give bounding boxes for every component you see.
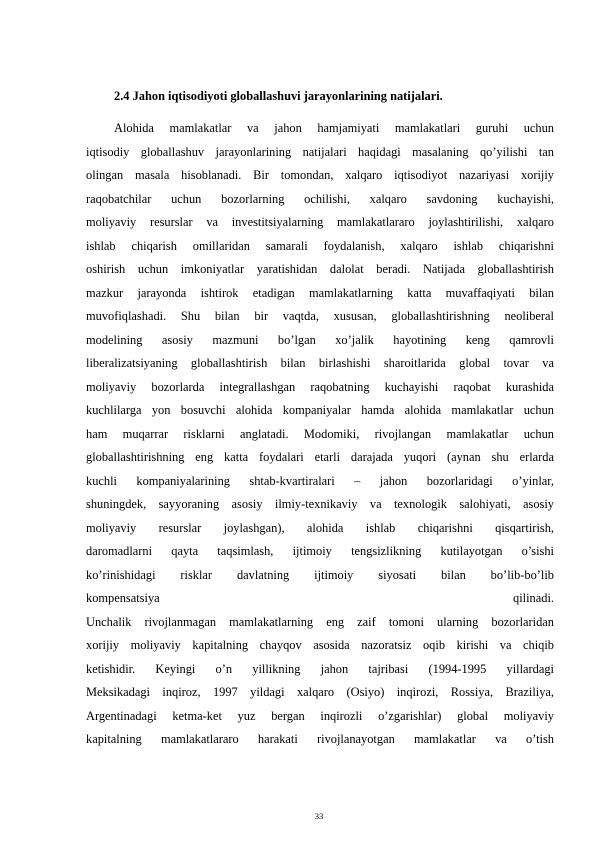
text-line: globallashtirishning eng katta foydalari etarli darajada yuqori (aynan shu erlarda [86,450,554,465]
text-line: moliyaviy bozorlarda integrallashgan raqobatning kuchayishi raqobat kurashida [86,379,554,394]
text-line: shuningdek, sayyoraning asosiy ilmiy-texnikaviy va texnologik salohiyati, asosiy [86,497,554,512]
text-line: Alohida mamlakatlar va jahon hamjamiyati mamlakatlari guruhi uchun [114,121,554,135]
text-line: Unchalik rivojlanmagan mamlakatlarning eng zaif tomoni ularning bozorlaridan [86,614,554,629]
text-line: iqtisodiy globallashuv jarayonlarining natijalari haqidagi masalaning qo’yilishi tan [86,144,554,159]
body-paragraph [86,117,554,752]
text-line: ishlab chiqarish omillaridan samarali foydalanish, xalqaro ishlab chiqarishni [86,238,554,253]
text-line: muvofiqlashadi. Shu bilan bir vaqtda, xususan, globallashtirishning neoliberal [86,309,554,324]
section-heading: 2.4 Jahon iqtisodiyoti globallashuvi jarayonlarining natijalari. [114,89,443,103]
text-line: Meksikadagi inqiroz, 1997 yildagi xalqaro (Osiyo) inqirozi, Rossiya, Braziliya, [86,685,554,700]
text-line: raqobatchilar uchun bozorlarning ochilishi, xalqaro savdoning kuchayishi, [86,191,554,206]
text-line: ham muqarrar risklarni anglatadi. Modomiki, rivojlangan mamlakatlar uchun [86,426,554,441]
text-line: kapitalning mamlakatlararo harakati rivojlanayotgan mamlakatlar va o’tish [86,732,554,747]
text-line: moliyaviy resurslar joylashgan), alohida ishlab chiqarishni qisqartirish, [86,520,554,535]
text-line: ketishidir. Keyingi o’n yillikning jahon tajribasi (1994-1995 yillardagi [86,661,554,676]
text-line: xorijiy moliyaviy kapitalning chayqov asosida nazoratsiz oqib kirishi va chiqib [86,638,554,653]
text-line: mazkur jarayonda ishtirok etadigan mamlakatlarning katta muvaffaqiyati bilan [86,285,554,300]
text-line: ko’rinishidagi risklar davlatning ijtimoiy siyosati bilan bo’lib-bo’lib [86,567,554,582]
text-line: daromadlarni qayta taqsimlash, ijtimoiy tengsizlikning kutilayotgan o’sishi [86,544,554,559]
text-line: kuchli kompaniyalarining shtab-kvartiralari – jahon bozorlaridagi o’yinlar, [86,473,554,488]
text-line: modelining asosiy mazmuni bo’lgan xo’jalik hayotining keng qamrovli [86,332,554,347]
page-number: 33 [314,811,324,821]
text-line: kuchlilarga yon bosuvchi alohida kompaniyalar hamda alohida mamlakatlar uchun [86,403,554,418]
text-line: liberalizatsiyaning globallashtirish bilan birlashishi sharoitlarida global tovar va [86,356,554,371]
text-line: oshirish uchun imkoniyatlar yaratishidan dalolat beradi. Natijada globallashtirish [86,262,554,277]
text-line: olingan masala hisoblanadi. Bir tomondan, xalqaro iqtisodiyot nazariyasi xorijiy [86,168,554,183]
text-line: moliyaviy resurslar va investitsiyalarning mamlakatlararo joylashtirilishi, xalqaro [86,215,554,230]
text-line: Argentinadagi ketma-ket yuz bergan inqirozli o’zgarishlar) global moliyaviy [86,708,554,723]
text-line: kompensatsiya qilinadi. [86,591,554,606]
